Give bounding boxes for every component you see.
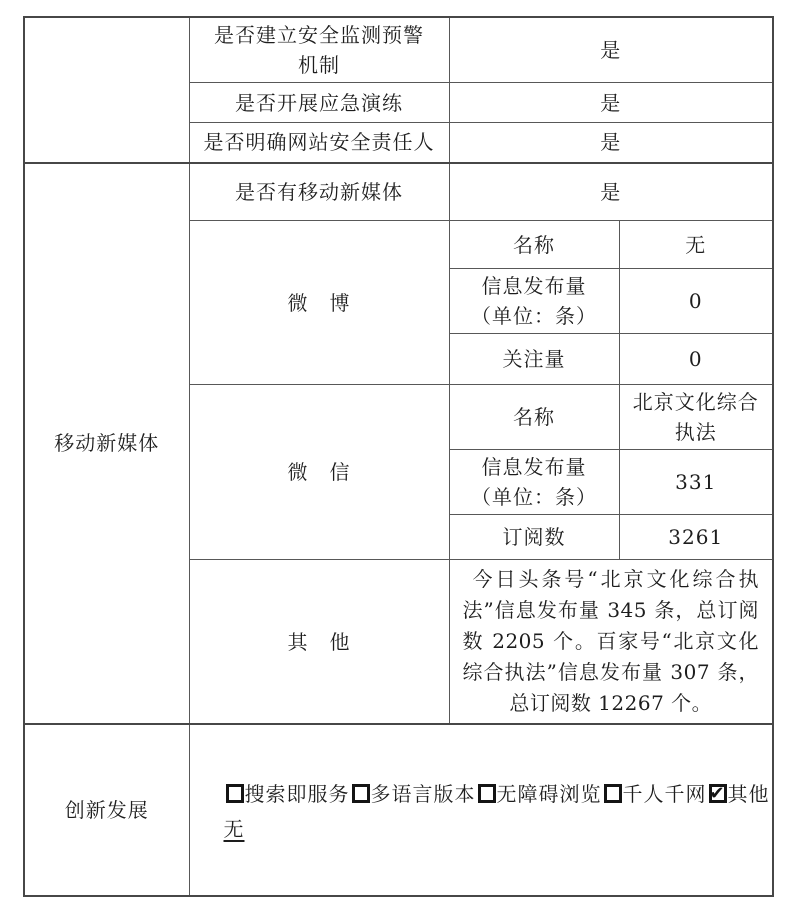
metric-label: 名称 [449, 385, 619, 450]
metric-label: 订阅数 [449, 515, 619, 560]
innovation-option-label: 搜索即服务 [244, 781, 350, 806]
table-row [24, 17, 773, 83]
metric-value: 北京文化综合执法 [619, 385, 773, 450]
innovation-option-label: 多语言版本 [370, 781, 476, 806]
question-cell: 是否开展应急演练 [189, 83, 449, 123]
platform-label-wechat: 微 信 [189, 385, 449, 560]
metric-value: 0 [619, 334, 773, 385]
innovation-checkbox-0[interactable] [226, 784, 244, 803]
innovation-option [350, 779, 476, 809]
section-label-innovation: 创新发展 [24, 724, 189, 896]
metric-label: 信息发布量（单位：条） [449, 450, 619, 515]
metric-label: 名称 [449, 221, 619, 269]
innovation-option-label: 其他 [727, 781, 770, 806]
innovation-other-value: 无 [223, 816, 245, 841]
section-label-mobile-media: 移动新媒体 [24, 163, 189, 725]
question-cell: 是否有移动新媒体 [189, 163, 449, 221]
table-row [24, 163, 773, 221]
innovation-checkbox-3[interactable] [604, 784, 622, 803]
metric-value: 无 [619, 221, 773, 269]
metric-label: 关注量 [449, 334, 619, 385]
question-cell: 是否明确网站安全责任人 [189, 123, 449, 163]
innovation-options-line [224, 779, 770, 809]
innovation-checkbox-1[interactable] [352, 784, 370, 803]
metric-label: 信息发布量（单位：条） [449, 269, 619, 334]
question-cell: 是否建立安全监测预警机制 [189, 17, 449, 83]
metric-value: 0 [619, 269, 773, 334]
report-table [23, 16, 774, 897]
innovation-option [602, 779, 707, 809]
answer-cell: 是 [449, 83, 773, 123]
table-row [24, 724, 773, 896]
other-media-description: 今日头条号“北京文化综合执法”信息发布量 345 条，总订阅数 2205 个。百家号“北京文化综合执法”信息发布量 307 条，总订阅数 12267 个。 [449, 560, 773, 725]
answer-cell: 是 [449, 123, 773, 163]
innovation-option [476, 779, 602, 809]
answer-cell: 是 [449, 17, 773, 83]
innovation-options-cell [189, 724, 773, 896]
metric-value: 3261 [619, 515, 773, 560]
innovation-checkbox-4[interactable] [709, 784, 727, 803]
platform-label-other: 其 他 [189, 560, 449, 725]
empty-section-label-cell [24, 17, 189, 163]
innovation-option-label: 千人千网 [622, 781, 707, 806]
innovation-option [707, 779, 770, 809]
answer-cell: 是 [449, 163, 773, 221]
innovation-option-label: 无障碍浏览 [496, 781, 602, 806]
innovation-other-line [224, 816, 765, 842]
platform-label-weibo: 微 博 [189, 221, 449, 385]
metric-value: 331 [619, 450, 773, 515]
innovation-checkbox-2[interactable] [478, 784, 496, 803]
innovation-option [224, 779, 350, 809]
